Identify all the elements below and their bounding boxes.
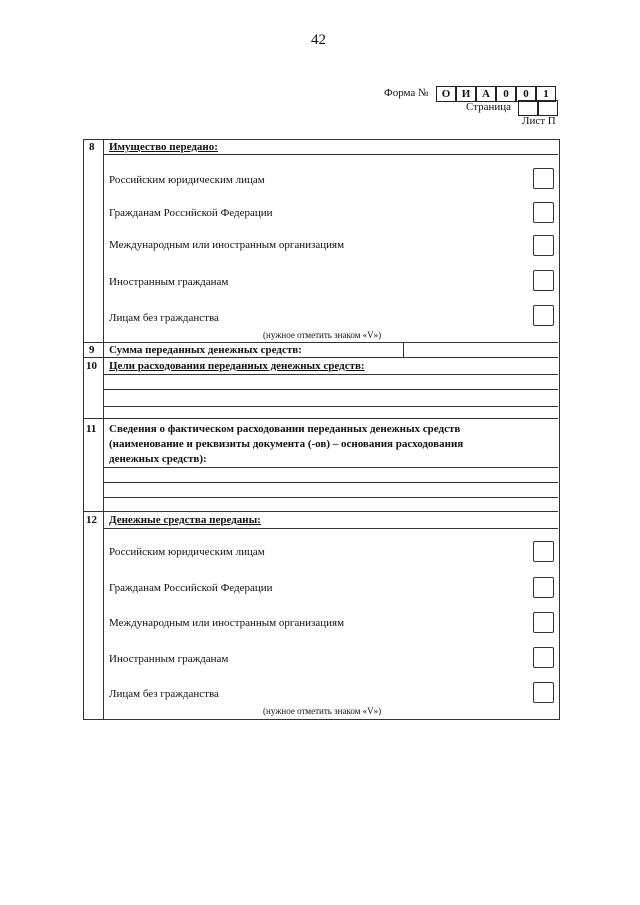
checkbox[interactable] <box>533 202 554 223</box>
section-number: 9 <box>89 344 95 356</box>
checkbox[interactable] <box>533 577 554 598</box>
checkbox[interactable] <box>533 235 554 256</box>
section-number: 11 <box>86 423 97 435</box>
form-code-cell: О <box>436 86 456 102</box>
section-title: Имущество передано: <box>109 141 218 153</box>
section-title: денежных средств): <box>109 453 207 465</box>
option-label: Российским юридическим лицам <box>109 174 265 186</box>
form-code-cell: А <box>476 86 496 102</box>
checkbox[interactable] <box>533 647 554 668</box>
page-cell[interactable] <box>538 100 558 116</box>
option-label: Международным или иностранным организациям <box>109 239 345 251</box>
checkbox[interactable] <box>533 682 554 703</box>
section-title: Цели расходования переданных денежных средств: <box>109 360 365 372</box>
amount-field[interactable] <box>404 343 557 357</box>
option-label: Гражданам Российской Федерации <box>109 582 273 594</box>
checkbox[interactable] <box>533 541 554 562</box>
section-title: Сумма переданных денежных средств: <box>109 344 302 356</box>
section-title: Сведения о фактическом расходовании переданных денежных средств <box>109 423 461 435</box>
option-label: Российским юридическим лицам <box>109 546 265 558</box>
page-cell[interactable] <box>518 100 538 116</box>
option-label: Иностранным гражданам <box>109 653 229 665</box>
option-label: Гражданам Российской Федерации <box>109 207 273 219</box>
page-label: Страница <box>466 101 512 113</box>
form-label: Форма № <box>384 87 429 99</box>
checkbox[interactable] <box>533 305 554 326</box>
section-number: 10 <box>86 360 97 372</box>
checkbox[interactable] <box>533 168 554 189</box>
option-label: Лицам без гражданства <box>109 688 219 700</box>
option-label: Иностранным гражданам <box>109 276 229 288</box>
form-code-cell: 1 <box>536 86 556 102</box>
section-title: (наименование и реквизиты документа (-ов) – основания расходования <box>109 438 464 450</box>
checkbox[interactable] <box>533 612 554 633</box>
section-number: 12 <box>86 514 97 526</box>
form-code-cell: 0 <box>496 86 516 102</box>
option-label: Лицам без гражданства <box>109 312 219 324</box>
page-number: 42 <box>311 32 326 48</box>
hint-note: (нужное отметить знаком «V») <box>263 330 382 340</box>
sheet-label: Лист П <box>522 115 556 127</box>
form-code-cell: 0 <box>516 86 536 102</box>
hint-note: (нужное отметить знаком «V») <box>263 706 382 716</box>
option-label: Международным или иностранным организациям <box>109 617 345 629</box>
checkbox[interactable] <box>533 270 554 291</box>
section-title: Денежные средства переданы: <box>109 514 261 526</box>
section-number: 8 <box>89 141 95 153</box>
form-code-cell: И <box>456 86 476 102</box>
